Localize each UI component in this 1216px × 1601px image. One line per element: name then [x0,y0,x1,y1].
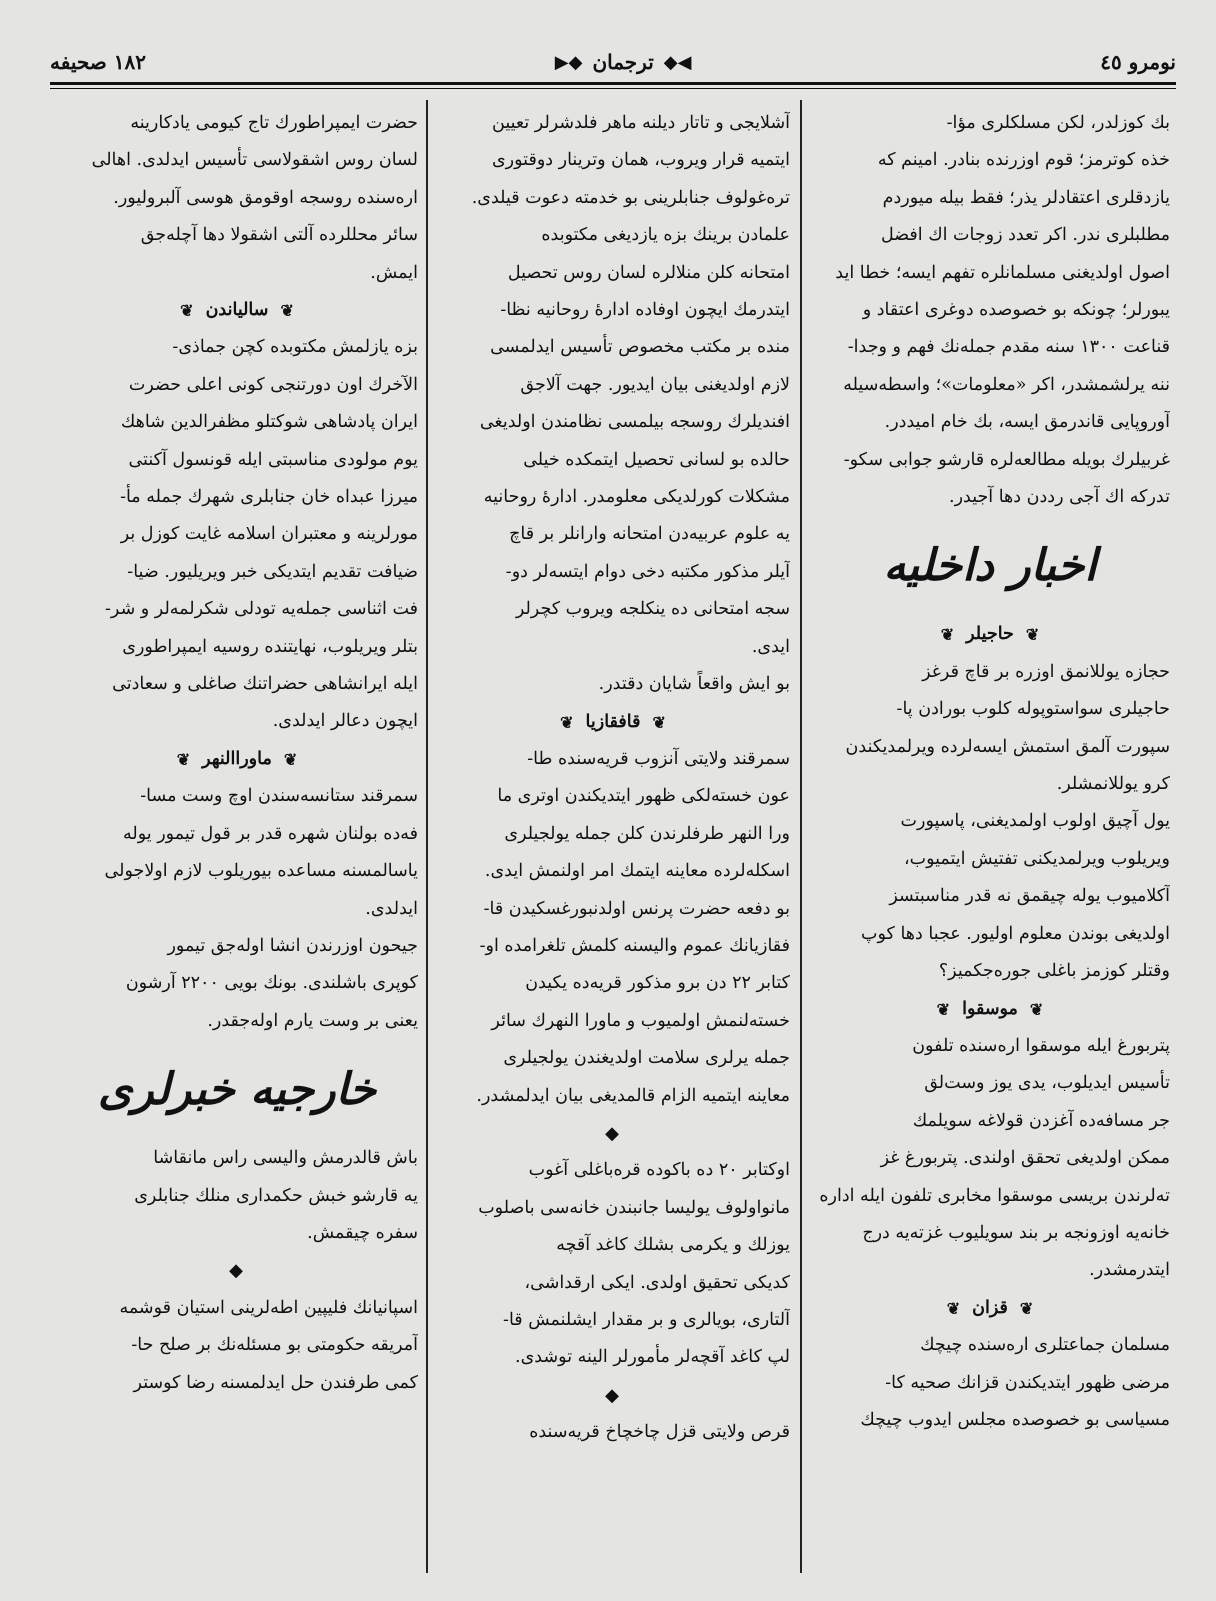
subheading [56,741,418,778]
text-line: مانواولوف یولیسا جانبندن خانه‌سی باصلوب [478,1197,790,1218]
text-line: سائر محللرده آلتی اشقولا دها آچله‌جق [140,225,418,246]
text-line: ایدی. [751,636,790,657]
text-line: خانه‌یه اوزونجه بر بند سویلیوب غزته‌یه درج [862,1222,1170,1243]
text-line: مسیاسی بو خصوصده مجلس ایدوب چیچك [860,1409,1170,1430]
text-line: یبورلر؛ چونکه بو خصوصده دوغری اعتقاد و [862,300,1170,321]
text-line: حاجیلری سواستوپوله کلوب بورادن پا- [896,699,1170,720]
text-line: غربیلرك بویله مطالعه‌لره قارشو جوابی سکو- [843,449,1170,470]
text-line: ننه یرلشمشدر، اکر «معلومات»؛ واسطه‌سیله [843,374,1170,395]
ornament-icon: ❦ [280,301,294,321]
text-line: ته‌لرندن بریسی موسقوا مخابری تلفون ایله اداره [819,1185,1170,1206]
text-line: مطلبلری ندر. اکر تعدد زوجات اك افضل [880,225,1170,246]
text-block [436,105,790,704]
text-line: اوکتابر ٢٠ ده باکوده قره‌باغلی آغوب [528,1160,790,1181]
text-line: یه علوم عربیه‌دن امتحانه وارانلر بر قاچ [509,524,790,545]
text-line: سجه امتحانی ده ینکلجه ویروب کچرلر [515,599,790,620]
text-block [436,741,790,1115]
text-line: فت اثناسی جمله‌یه تودلی شکرلمه‌لر و شر- [105,599,418,620]
text-line: جیحون اوزرندن انشا اوله‌جق تیمور [167,935,418,956]
text-line: حجازه یوللانمق اوزره بر قاچ قرغز [922,661,1170,682]
text-line: اولدیغی بوندن معلوم اولیور. عجبا دها کوپ [861,923,1170,944]
newspaper-title: ترجمان [592,50,654,74]
text-line: آشلایجی و تاتار دیلنه ماهر فلدشرلر تعیین [492,113,790,133]
text-line: ایتمیه قرار ویروب، همان وترینار دوقتوری [491,150,790,171]
text-line: کرو یوللانمشلر. [1056,774,1170,795]
text-line: بك كوزلدر، لكن مسلكلری مؤا- [946,113,1170,133]
ornament-icon: ❦ [1025,625,1040,645]
page-header [50,40,1176,84]
text-block [56,1140,418,1252]
column-middle [430,105,796,1561]
text-line: مشکلات کورلدیکی معلومدر. ادارۀ روحانیه [483,487,790,508]
text-line: آلتاری، بویالری و بر مقدار ایشلنمش قا- [503,1309,790,1330]
ornament-icon: ❦ [936,999,951,1019]
subheading-label: موسقوا [962,998,1018,1019]
page-number: ١٨٢ صحیفه [50,50,146,74]
subheading [810,1290,1170,1327]
header-rule [50,82,1176,85]
text-line: ارەسنده روسجه اوقومق هوسی آلبرولیور. [113,187,418,208]
text-line: بو دفعه حضرت پرنس اولدنبورغسکیدن قا- [483,898,790,919]
text-line: امتحانه کلن منلالره لسان روس تحصیل [507,262,790,283]
text-line: مرضی ظهور ایتدیکندن قزانك صحیه کا- [885,1372,1170,1393]
text-line: یعنی بر وست یارم اوله‌جقدر. [207,1010,418,1031]
text-line: لسان روس اشقولاسی تأسیس ایدلدی. اهالی [91,150,418,171]
text-block [56,778,418,1040]
text-line: علمادن برینك بزه یازدیغی مکتوبده [541,225,790,246]
text-line: حالده بو لسانی تحصیل ایتمکده خیلی [523,449,790,470]
masthead [555,50,692,74]
text-line: ورا النهر طرفلرندن کلن جمله یولجیلری [504,823,790,844]
subheading-label: حاجیلر [966,624,1014,645]
text-line: الآخرك اون دورتنجی کونی اعلی حضرت [128,374,418,395]
text-block [810,1327,1170,1439]
text-block [56,329,418,740]
section-heading-domestic: اخبار داخلیه [883,540,1097,592]
text-line: بتلر ویریلوب، نهایتنده روسیه ایمپراطوری [122,636,418,657]
separator-ornament: ◆ [605,1122,621,1144]
text-line: آکلامیوب یوله چیقمق نه قدر مناسبتسز [889,886,1170,907]
text-line: آوروپایی قاندرمق ایسه، بك خام امیددر. [884,412,1170,433]
text-block [56,1290,418,1402]
issue-number: نومرو ٤٥ [1100,50,1176,74]
text-line: کتابر ٢٢ دن برو مذکور قریه‌ده یکیدن [525,973,790,994]
text-block [436,1152,790,1376]
text-line: قناعت ١٣٠٠ سنه مقدم جملەنك فهم و وجدا- [847,337,1170,358]
text-block [436,1414,790,1451]
section-heading-foreign: خارجیه خبرلری [97,1064,377,1116]
text-line: تدركه اك آجی رددن دها آجیدر. [949,487,1170,508]
subheading-label: ماوراالنهر [202,748,272,769]
text-line: خذه كوترمز؛ قوم اوزرنده بنادر. امینم كه [877,150,1170,171]
text-block [810,1028,1170,1290]
column-right [804,105,1176,1561]
header-rule-thin [50,88,1176,89]
text-line: باش قالدرمش والیسی راس مانقاشا [153,1148,418,1169]
text-line: اسپانیانك فلیپین اطه‌لرینی استیان قوشمه [119,1297,418,1318]
ornament-icon: ❦ [283,749,298,769]
text-line: کدیکی تحقیق اولدی. ایکی ارقداشی، [524,1272,790,1293]
text-line: کوپری باشلندی. بونك بویی ٢٢٠٠ آرشون [125,973,418,994]
subheading-label: قزان [972,1297,1008,1318]
text-line: سمرقند ولایتی آنزوب قریه‌سنده طا- [527,748,790,769]
text-line: یازدقلری اعتقادلر یذر؛ فقط بیله میوردم [882,187,1170,208]
text-line: جمله یرلری سلامت اولدیغندن یولجیلری [503,1048,790,1069]
text-line: ایله ایرانشاهی حضراتنك صاغلی و سعادتی [112,674,418,695]
text-line: منده بر مکتب مخصوص تأسیس ایدلمسی [490,337,790,358]
separator-ornament: ◆ [605,1384,621,1406]
subheading-label: قافقازیا [585,711,641,732]
ornament-icon: ◀◆ [663,51,692,73]
ornament-icon: ❦ [1019,1298,1034,1318]
ornament-icon: ❦ [176,749,191,769]
subheading [810,616,1170,653]
column-divider [426,100,428,1573]
text-block [810,654,1170,991]
ornament-icon: ❦ [652,712,666,732]
text-line: خسته‌لنمش اولمیوب و ماورا النهرك سائر [491,1010,790,1031]
text-line: میرزا عبداه خان جنابلری شهرك جمله مأ- [120,487,418,508]
subheading [810,991,1170,1028]
text-line: فقازیانك عموم والیسنه کلمش تلغرامده او- [479,935,790,956]
text-line: بو ایش واقعاً شایان دقتدر. [598,674,790,695]
subheading-label: سالیاندن [205,300,269,321]
text-line: یوم مولودی مناسبتی ایله قونسول آکنتی [128,449,418,470]
text-line: مسلمان جماعتلری ارەسنده چیچك [920,1335,1170,1356]
text-line: ایتدرمشدر. [1089,1260,1170,1281]
ornament-icon: ◆▶ [554,51,583,73]
text-line: اسکله‌لرده معاینه ایتمك امر اولنمش ایدی. [484,861,790,882]
text-line: جر مسافه‌ده آغزدن قولاغه سویلمك [912,1110,1170,1131]
column-divider [800,100,802,1573]
text-line: فه‌ده بولنان شهره قدر بر قول تیمور یوله [123,823,418,844]
text-line: یاسالمسنه مساعده بیوریلوب لازم اولاجولی [104,861,418,882]
ornament-icon: ❦ [180,301,194,321]
separator-ornament: ◆ [229,1260,245,1282]
text-line: سپورت آلمق استمش ایسه‌لرده ویرلمدیکندن [845,736,1170,757]
text-line: پتربورغ ایله موسقوا ارەسنده تلفون [912,1035,1170,1056]
text-line: یوزلك و یکرمی بشلك کاغد آقچه [556,1235,790,1256]
text-line: لپ کاغد آقچه‌لر مأمورلر الینه توشدی. [515,1347,790,1368]
text-line: بزه یازلمش مکتوبده کچن جماذی- [172,337,418,358]
text-line: ایدلدی. [365,898,418,919]
text-block [56,105,418,292]
column-left [50,105,424,1561]
ornament-icon: ❦ [560,712,574,732]
text-line: عون خسته‌لکی ظهور ایتدیکندن اوتری ما [497,786,790,807]
ornament-icon: ❦ [946,1298,961,1318]
text-line: حضرت ایمپراطورك تاج کیومی یادکارینه [130,113,418,133]
text-line: ایتدرمك ایچون اوفاده ادارۀ روحانیه نظا- [500,300,790,321]
text-line: ایمش. [370,262,418,283]
text-line: وقتلر کوزمز باغلی جوره‌جکمیز؟ [938,961,1170,982]
text-line: اصول اولدیغنی مسلمانلره تفهم ایسه؛ خطا اید [835,262,1170,283]
text-line: لازم اولدیغنی بیان ایدیور. جهت آلاجق [520,374,790,395]
ornament-icon: ❦ [1029,999,1044,1019]
text-line: یه قارشو خبش حکمداری منلك جنابلری [134,1185,418,1206]
text-line: آمریقه حکومتی بو مسئله‌نك بر صلح حا- [131,1335,418,1356]
text-line: تره‌غولوف جنابلرینی بو خدمته دعوت قیلدی. [471,187,790,208]
text-line: آیلر مذکور مکتبه دخی دوام ایتسه‌لر دو- [505,561,790,582]
text-line: قرص ولایتی قزل چاخچاخ قریه‌سنده [529,1422,790,1443]
text-line: ویریلوب ویرلمدیکنی تفتیش ایتمیوب، [903,848,1170,869]
text-line: ایچون دعالر ایدلدی. [272,711,418,732]
text-line: سفره چیقمش. [307,1222,418,1243]
text-line: افندیلرك روسجه بیلمسی نظامندن اولدیغی [479,412,790,433]
text-line: تأسیس ایدیلوب، یدی یوز وست‌لق [924,1073,1170,1094]
text-line: معاینه ایتمیه الزام قالمدیغی بیان ایدلمشدر. [476,1085,790,1106]
text-line: ایران پادشاهی شوکتلو مظفرالدین شاهك [120,412,418,433]
text-line: یول آچیق اولوب اولمدیغنی، پاسپورت [900,811,1170,832]
subheading [56,292,418,329]
text-line: کمی طرفندن حل ایدلمسنه رضا کوستر [133,1372,418,1393]
text-line: ضیافت تقدیم ایتدیکی خبر ویریلیور. ضیا- [127,561,418,582]
ornament-icon: ❦ [940,625,955,645]
text-line: ممکن اولدیغی تحقق اولندی. پتربورغ غز [880,1148,1170,1169]
subheading [436,704,790,741]
text-line: مورلرینه و معتبران اسلامه غایت کوزل بر [120,524,418,545]
text-line: سمرقند ستانسه‌سندن اوچ وست مسا- [140,786,418,807]
text-block [810,105,1170,516]
